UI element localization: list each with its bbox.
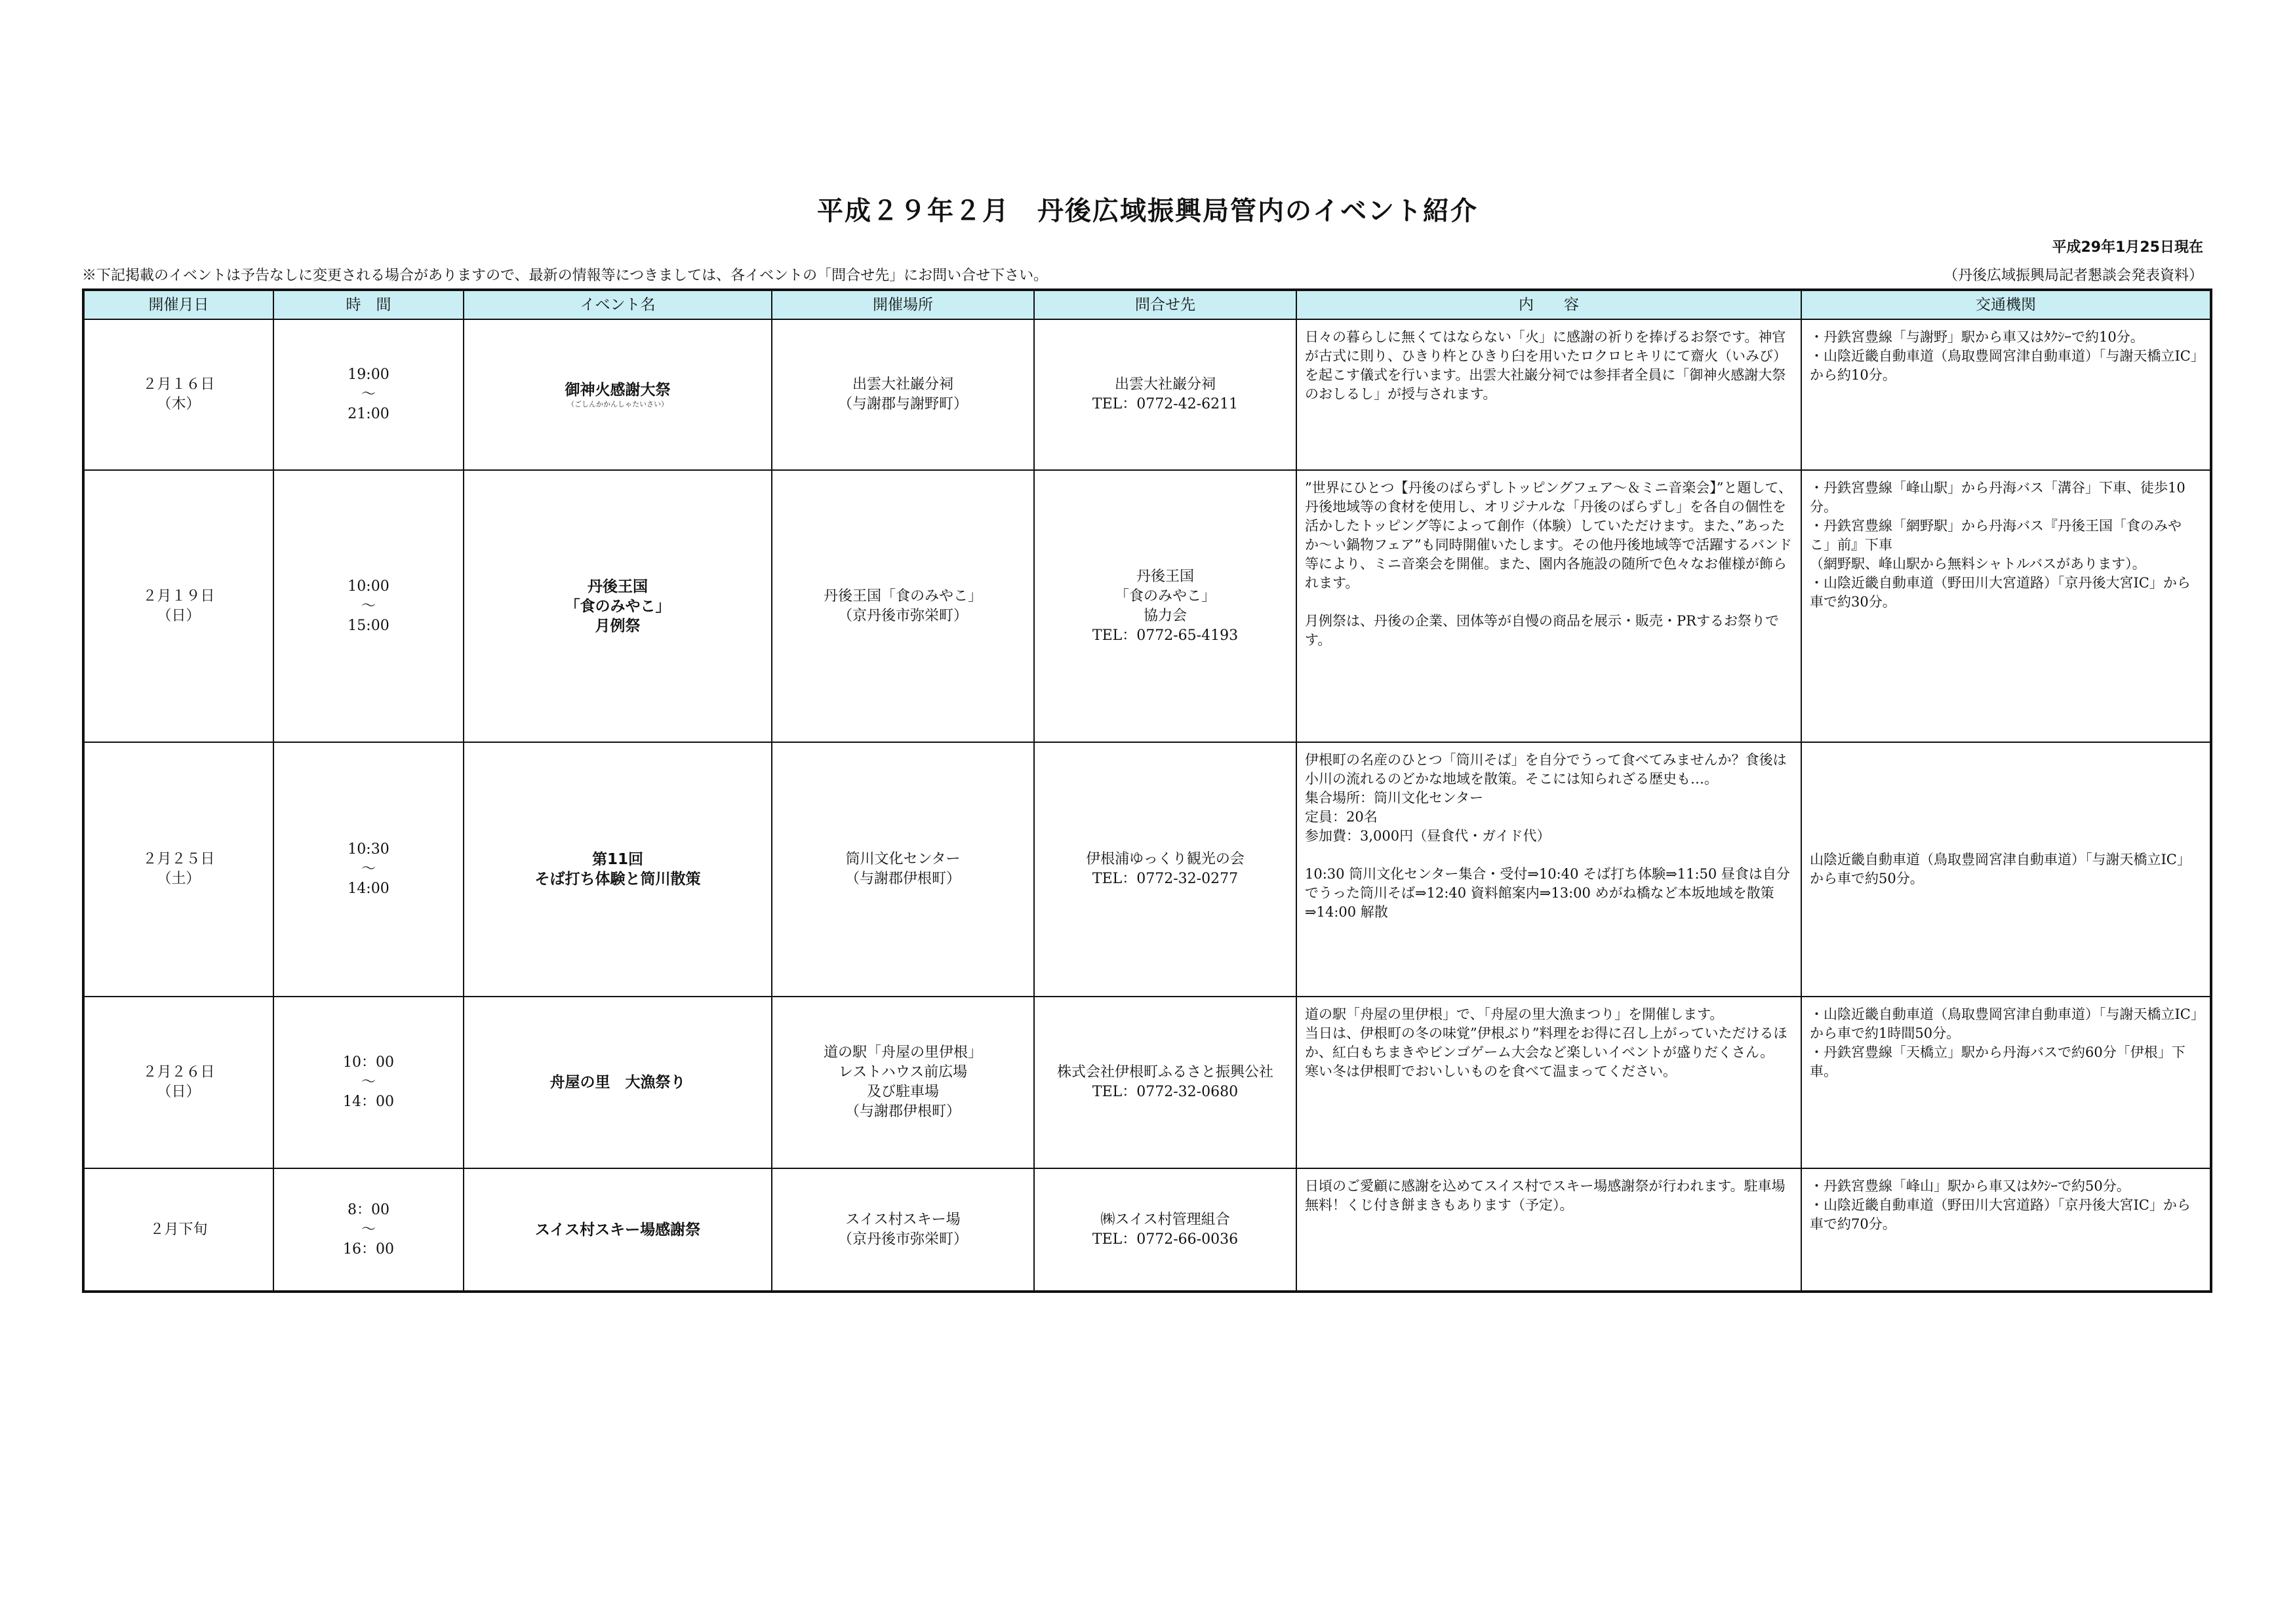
cell-date: ２月２５日 （土） xyxy=(83,742,273,997)
cell-event: 舟屋の里 大漁祭り xyxy=(464,997,772,1168)
cell-date: ２月下旬 xyxy=(83,1168,273,1292)
cell-event xyxy=(464,319,772,470)
cell-time: 10：00 ～ 14：00 xyxy=(273,997,464,1168)
cell-time: 19:00 ～ 21:00 xyxy=(273,319,464,470)
cell-content: 伊根町の名産のひとつ「筒川そば」を自分でうって食べてみませんか？食後は小川の流れるのどかな地域を散策。そこには知られざる歴史も…。 集合場所：筒川文化センター 定員：20名 参加費：3,000円（昼食代・ガイド代） 10:30 筒川文化センター集合・受付⇒10:40 そば打ち体験⇒11:50 昼食は自分でうった筒川そば⇒12:40 資料館案内⇒13:00 めがね橋など本坂地域を散策⇒14:00 解散 xyxy=(1296,742,1801,997)
cell-place: 出雲大社巌分祠 （与謝郡与謝野町） xyxy=(772,319,1034,470)
header-access: 交通機関 xyxy=(1801,290,2211,319)
table-row xyxy=(83,742,2211,997)
cell-place: 筒川文化センター （与謝郡伊根町） xyxy=(772,742,1034,997)
cell-event: 丹後王国 「食のみやこ」 月例祭 xyxy=(464,470,772,742)
cell-access: ・丹鉄宮豊線「与謝野」駅から車又はﾀｸｼｰで約10分。 ・山陰近畿自動車道（鳥取豊岡宮津自動車道）「与謝天橋立IC」から約10分。 xyxy=(1801,319,2211,470)
cell-contact: 出雲大社巌分祠 TEL：0772-42-6211 xyxy=(1034,319,1296,470)
event-ruby: （ごしんかかんしゃたいさい） xyxy=(567,400,668,408)
cell-event: 第11回 そば打ち体験と筒川散策 xyxy=(464,742,772,997)
cell-contact: 株式会社伊根町ふるさと振興公社 TEL：0772-32-0680 xyxy=(1034,997,1296,1168)
header-content: 内 容 xyxy=(1296,290,1801,319)
cell-place: 道の駅「舟屋の里伊根」 レストハウス前広場 及び駐車場 （与謝郡伊根町） xyxy=(772,997,1034,1168)
cell-content: 道の駅「舟屋の里伊根」で、「舟屋の里大漁まつり」を開催します。 当日は、伊根町の冬の味覚”伊根ぶり”料理をお得に召し上がっていただけるほか、紅白もちまきやビンゴゲーム大会など楽しいイベントが盛りだくさん。 寒い冬は伊根町でおいしいものを食べて温まってください。 xyxy=(1296,997,1801,1168)
table-row xyxy=(83,319,2211,470)
header-row xyxy=(83,290,2211,319)
cell-date: ２月２６日 （日） xyxy=(83,997,273,1168)
event-name: 御神火感謝大祭 xyxy=(565,382,671,399)
cell-access: ・山陰近畿自動車道（鳥取豊岡宮津自動車道）「与謝天橋立IC」から車で約1時間50分。 ・丹鉄宮豊線「天橋立」駅から丹海バスで約60分「伊根」下車。 xyxy=(1801,997,2211,1168)
header-date: 開催月日 xyxy=(83,290,273,319)
cell-time: 10:30 ～ 14:00 xyxy=(273,742,464,997)
cell-time: 8：00 ～ 16：00 xyxy=(273,1168,464,1292)
header-contact: 問合せ先 xyxy=(1034,290,1296,319)
table-row xyxy=(83,470,2211,742)
disclaimer-note: ※下記掲載のイベントは予告なしに変更される場合がありますので、最新の情報等につきましては、各イベントの「問合せ先」にお問い合せ下さい。 xyxy=(82,267,1048,284)
cell-event: スイス村スキー場感謝祭 xyxy=(464,1168,772,1292)
cell-content: ”世界にひとつ【丹後のばらずしトッピングフェア～＆ミニ音楽会】”と題して、丹後地域等の食材を使用し、オリジナルな「丹後のばらずし」を各自の個性を活かしたトッピング等によって創作（体験）していただけます。また、”あったか～い鍋物フェア”も同時開催いたします。その他丹後地域等で活躍するバンド等により、ミニ音楽会を開催。また、園内各施設の随所で色々なお催様が飾られます。 月例祭は、丹後の企業、団体等が自慢の商品を展示・販売・PRするお祭りです。 xyxy=(1296,470,1801,742)
cell-contact: 丹後王国 「食のみやこ」 協力会 TEL：0772-65-4193 xyxy=(1034,470,1296,742)
cell-place: スイス村スキー場 （京丹後市弥栄町） xyxy=(772,1168,1034,1292)
cell-content: 日々の暮らしに無くてはならない「火」に感謝の祈りを捧げるお祭です。神官が古式に則り、ひきり杵とひきり臼を用いたロクロヒキリにて齋火（いみび）を起こす儀式を行います。出雲大社巌分祠では参拝者全員に「御神火感謝大祭のおしるし」が授与されます。 xyxy=(1296,319,1801,470)
table-row xyxy=(83,997,2211,1168)
cell-contact: ㈱スイス村管理組合 TEL：0772-66-0036 xyxy=(1034,1168,1296,1292)
event-table xyxy=(82,288,2212,1293)
cell-access: ・丹鉄宮豊線「峰山駅」から丹海バス「溝谷」下車、徒歩10分。 ・丹鉄宮豊線「網野駅」から丹海バス『丹後王国「食のみやこ」前』下車 （網野駅、峰山駅から無料シャトルバスがあります）。 ・山陰近畿自動車道（野田川大宮道路）「京丹後大宮IC」から車で約30分。 xyxy=(1801,470,2211,742)
as-of-date: 平成29年1月25日現在 xyxy=(2052,239,2203,256)
cell-date: ２月１９日 （日） xyxy=(83,470,273,742)
cell-date: ２月１６日 （木） xyxy=(83,319,273,470)
cell-place: 丹後王国「食のみやこ」 （京丹後市弥栄町） xyxy=(772,470,1034,742)
page-title: 平成２９年２月 丹後広域振興局管内のイベント紹介 xyxy=(817,196,1478,226)
cell-contact: 伊根浦ゆっくり観光の会 TEL：0772-32-0277 xyxy=(1034,742,1296,997)
header-event: イベント名 xyxy=(464,290,772,319)
header-place: 開催場所 xyxy=(772,290,1034,319)
cell-access: ・丹鉄宮豊線「峰山」駅から車又はﾀｸｼｰで約50分。 ・山陰近畿自動車道（野田川大宮道路）「京丹後大宮IC」から車で約70分。 xyxy=(1801,1168,2211,1292)
cell-content: 日頃のご愛顧に感謝を込めてスイス村でスキー場感謝祭が行われます。駐車場無料！くじ付き餅まきもあります（予定）。 xyxy=(1296,1168,1801,1292)
header-time: 時 間 xyxy=(273,290,464,319)
cell-time: 10:00 ～ 15:00 xyxy=(273,470,464,742)
cell-access: 山陰近畿自動車道（鳥取豊岡宮津自動車道）「与謝天橋立IC」から車で約50分。 xyxy=(1801,742,2211,997)
source-note: （丹後広域振興局記者懇談会発表資料） xyxy=(1943,267,2203,284)
table-row xyxy=(83,1168,2211,1292)
